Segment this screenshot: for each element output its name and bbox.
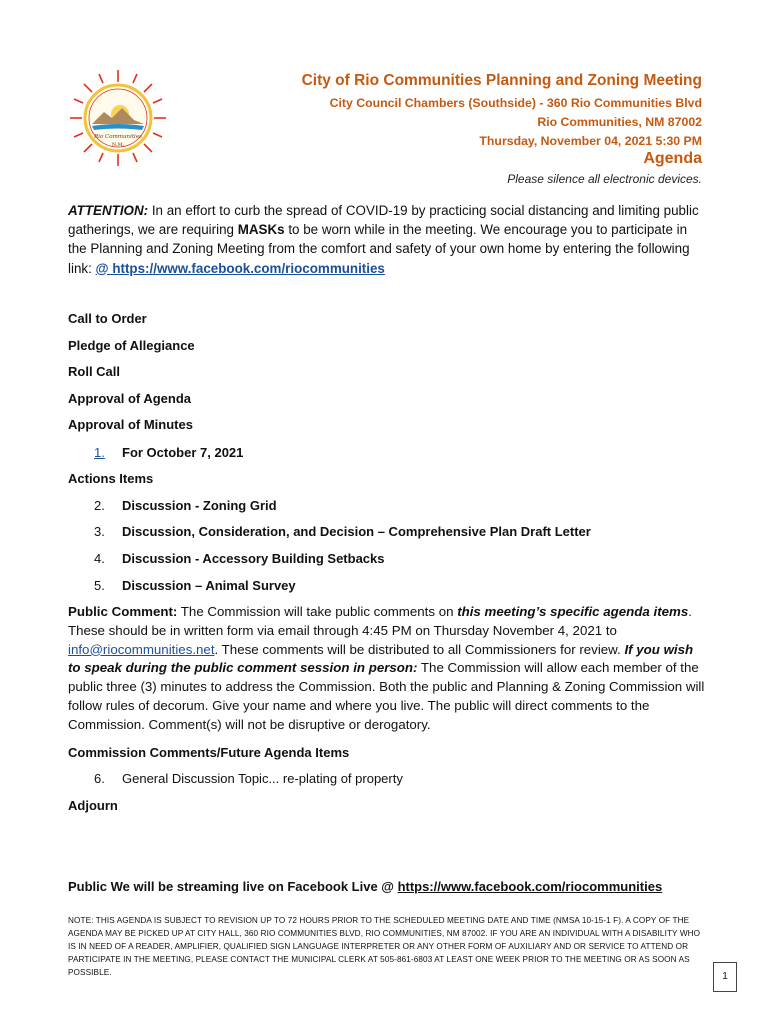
action-item-text: Discussion, Consideration, and Decision – Comprehensive Plan Draft Letter bbox=[122, 524, 591, 539]
public-comment-paragraph bbox=[68, 603, 708, 735]
streaming-link[interactable]: https://www.facebook.com/riocommunities bbox=[397, 879, 663, 894]
public-comment-label: Public Comment: bbox=[68, 604, 178, 619]
silence-note: Please silence all electronic devices. bbox=[507, 172, 702, 186]
commission-comments-heading: Commission Comments/Future Agenda Items bbox=[68, 745, 350, 760]
page-number: 1 bbox=[713, 962, 737, 992]
approval-of-agenda: Approval of Agenda bbox=[68, 391, 192, 406]
roll-call: Roll Call bbox=[68, 364, 121, 379]
agenda-heading: Agenda bbox=[643, 150, 702, 167]
meeting-title: City of Rio Communities Planning and Zoning Meeting bbox=[301, 72, 702, 89]
streaming-note bbox=[68, 879, 662, 894]
attention-text-1: In an effort to curb the spread of COVID-19 by practicing social distancing and limiting public gatherings, we are requiring bbox=[68, 203, 699, 238]
attention-text-2: to be worn while in the meeting. We encourage you to participate in the Planning and Zoning Meeting from the comfort and safety of your own home by entering the following link: bbox=[68, 222, 690, 276]
actions-items-heading: Actions Items bbox=[68, 471, 154, 486]
public-comment-emphasis-1: this meeting’s specific agenda items bbox=[457, 604, 689, 619]
meeting-city: Rio Communities, NM 87002 bbox=[537, 115, 702, 129]
attention-label: ATTENTION: bbox=[68, 203, 149, 218]
action-item-text: Discussion – Animal Survey bbox=[122, 578, 296, 593]
legal-notice: NOTE: THIS AGENDA IS SUBJECT TO REVISION UP TO 72 HOURS PRIOR TO THE SCHEDULED MEETING DATE AND TIME (NMSA 10-15-1 F). A COPY OF THE AGENDA MAY BE PICKED UP AT CITY HALL, 360 RIO COMMUNITIES BLVD, RIO COMMUNITIES, NM 87002. IF YOU ARE AN INDIVIDUAL WITH A DISABILITY WHO IS IN NEED OF A READER, AMPLIFIER, QUALIFIED SIGN LANGUAGE INTERPRETER OR ANY OTHER FORM OF AUXILIARY AND OR SERVICE TO ATTEND OR PARTICIPATE IN THE MEETING, PLEASE CONTACT THE MUNICIPAL CLERK AT 505-861-6803 AT LEAST ONE WEEK PRIOR TO THE MEETING OR AS SOON AS POSSIBLE. bbox=[68, 916, 701, 978]
facebook-link[interactable]: @ https://www.facebook.com/riocommunities bbox=[95, 260, 385, 276]
pledge-of-allegiance: Pledge of Allegiance bbox=[68, 338, 195, 353]
action-item-number: 5. bbox=[94, 578, 105, 593]
action-item-text: Discussion - Zoning Grid bbox=[122, 498, 277, 513]
public-comment-text-1: The Commission will take public comments on bbox=[177, 604, 458, 619]
attention-paragraph bbox=[68, 201, 708, 278]
approval-of-minutes: Approval of Minutes bbox=[68, 417, 193, 432]
action-item-text: Discussion - Accessory Building Setbacks bbox=[122, 551, 385, 566]
action-item-number: 4. bbox=[94, 551, 105, 566]
action-item-number: 2. bbox=[94, 498, 105, 513]
minutes-item-text: For October 7, 2021 bbox=[122, 445, 244, 460]
action-item-number: 3. bbox=[94, 524, 105, 539]
logo-text-line1: Rio Communities bbox=[94, 134, 142, 140]
streaming-text: Public We will be streaming live on Facebook Live @ bbox=[68, 879, 398, 894]
public-comment-text-4: The Commission will allow each member of the public three (3) minutes to address the Commission. Both the public and Planning & Zoning Commission will follow rules of decorum. Give your name and where you live. The public will direct comments to the Commission. Comment(s) will not be disruptive or derogatory. bbox=[68, 660, 705, 732]
logo-text-line2: N.M. bbox=[111, 142, 125, 148]
meeting-location: City Council Chambers (Southside) - 360 Rio Communities Blvd bbox=[329, 96, 702, 110]
public-comment-emphasis-2: If you wish to speak during the public comment session in person: bbox=[68, 641, 694, 676]
public-comment-text-2: . These should be in written form via email through 4:45 PM on Thursday November 4, 2021 to bbox=[68, 604, 692, 638]
commission-item-number: 6. bbox=[94, 771, 105, 786]
call-to-order: Call to Order bbox=[68, 311, 147, 326]
adjourn: Adjourn bbox=[68, 798, 118, 813]
minutes-item-number[interactable]: 1. bbox=[94, 445, 105, 460]
email-link[interactable]: info@riocommunities.net bbox=[68, 641, 215, 657]
city-logo bbox=[68, 68, 168, 168]
masks-emphasis: MASKs bbox=[237, 222, 285, 238]
meeting-datetime: Thursday, November 04, 2021 5:30 PM bbox=[479, 134, 702, 148]
commission-item-text: General Discussion Topic... re-plating of property bbox=[122, 771, 403, 786]
public-comment-text-3: . These comments will be distributed to all Commissioners for review. bbox=[214, 641, 625, 657]
